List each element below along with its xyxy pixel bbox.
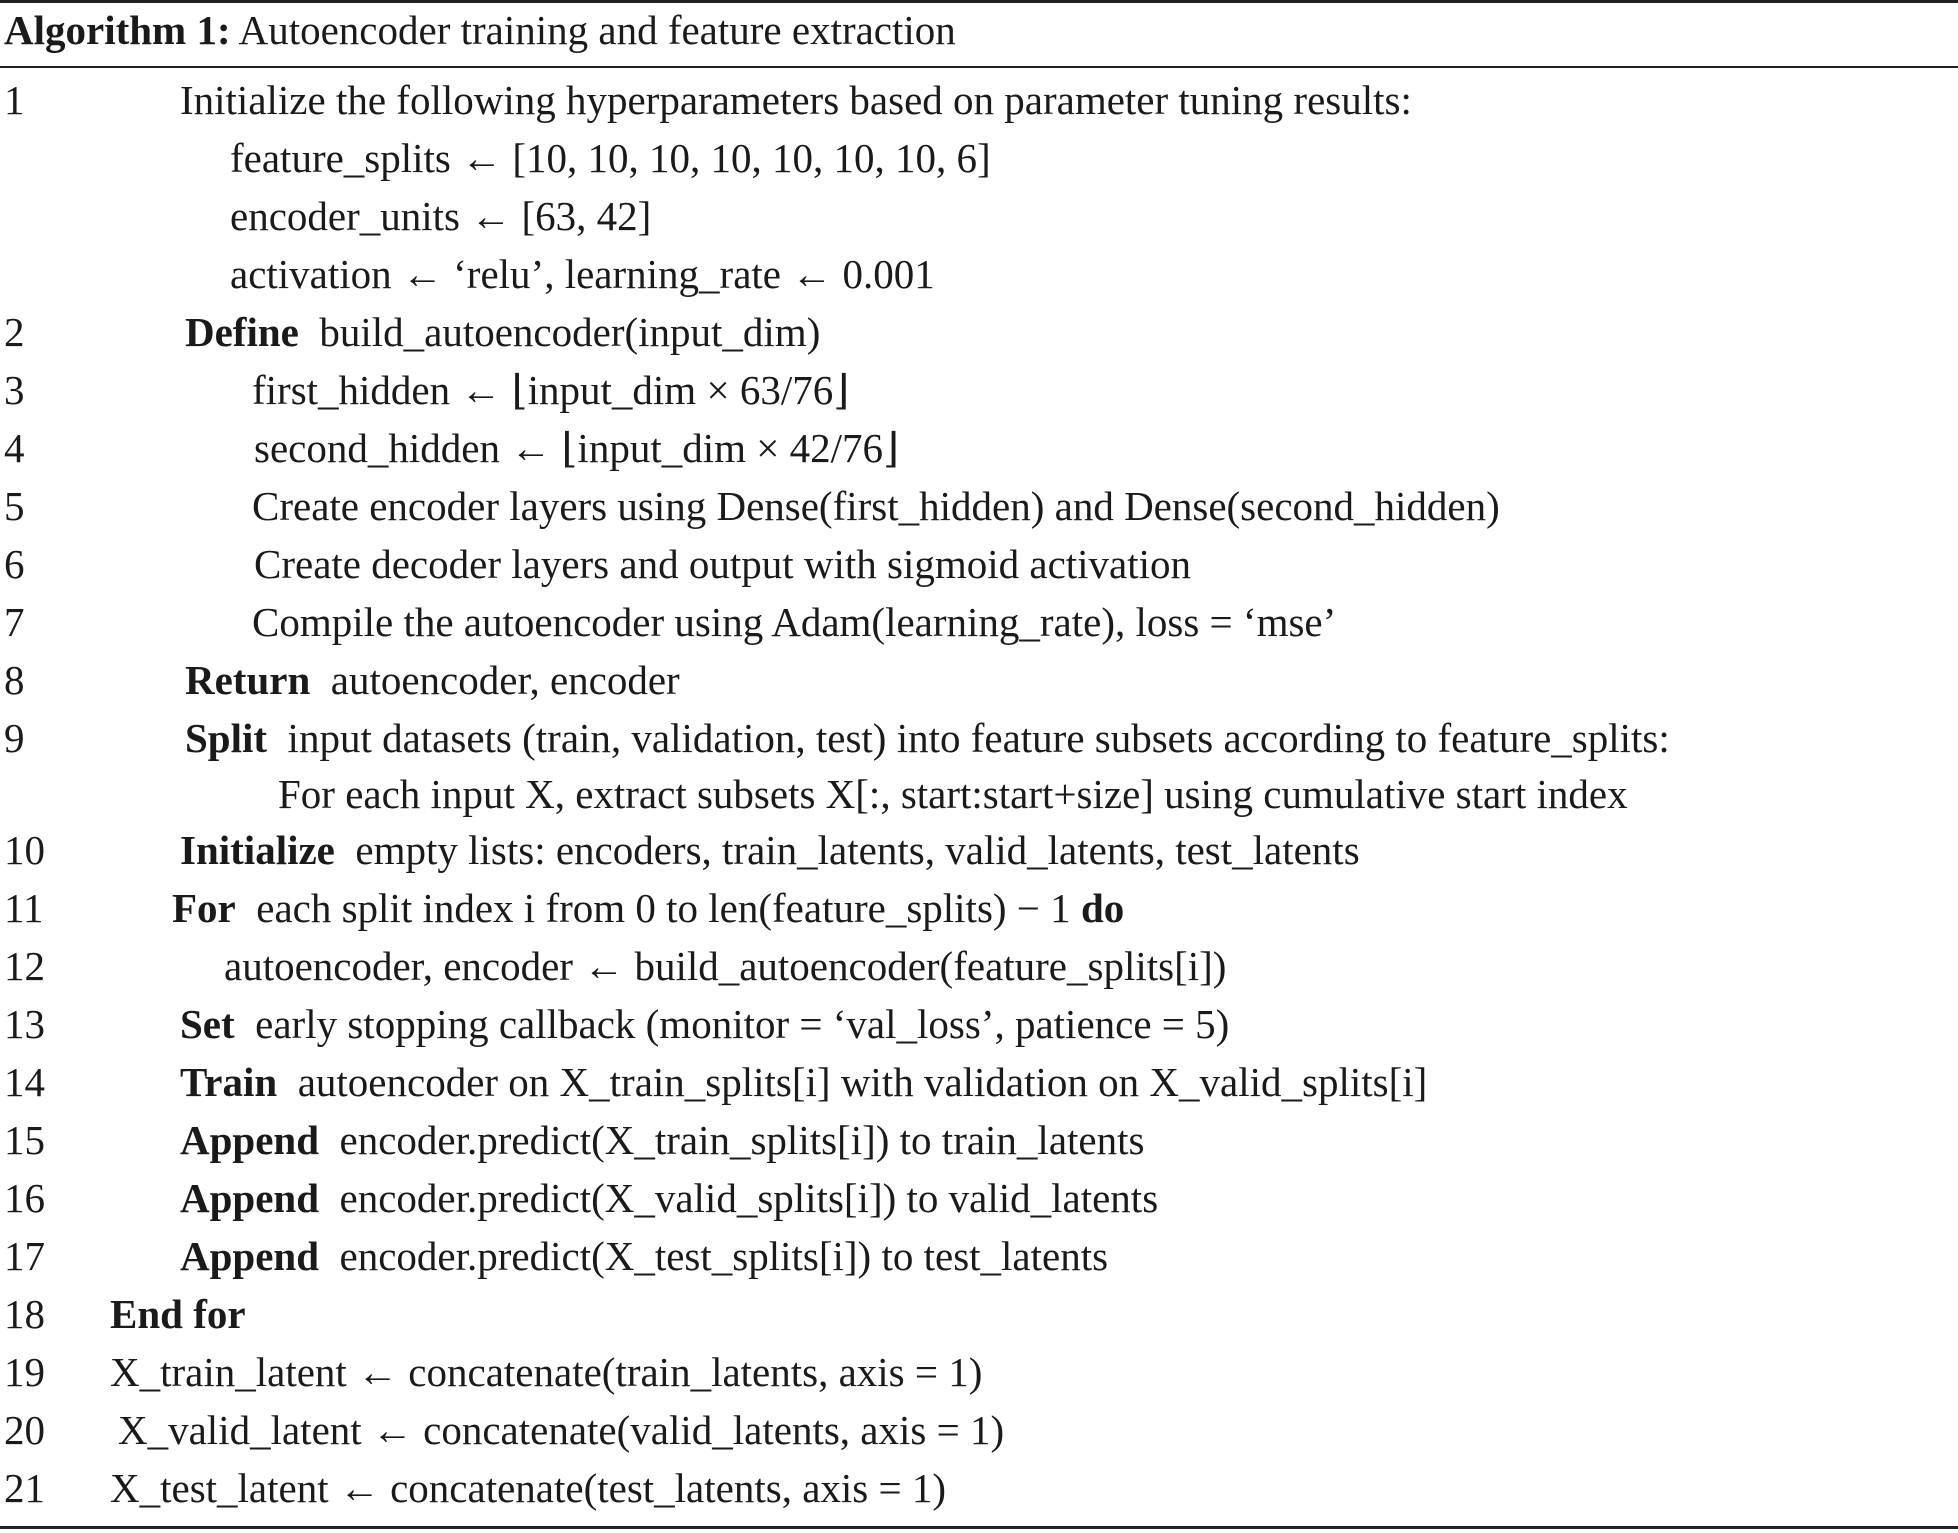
line-text: first_hidden ← ⌊input_dim × 63/76⌋ (252, 367, 850, 413)
keyword: Set (180, 1001, 235, 1047)
keyword: Initialize (180, 827, 335, 873)
line-content (172, 884, 1124, 932)
keyword-do: do (1080, 885, 1125, 931)
line-number: 3 (4, 367, 25, 413)
line-number: 5 (4, 483, 25, 529)
line-text: input datasets (train, validation, test) into feature subsets according to feature_splits: (287, 715, 1670, 761)
keyword: Split (185, 715, 268, 761)
line-text: second_hidden ← ⌊input_dim × 42/76⌋ (254, 425, 900, 471)
line-number: 21 (4, 1465, 45, 1511)
line-text: X_test_latent ← concatenate(test_latents, axis = 1) (110, 1465, 947, 1511)
algorithm-title: Autoencoder training and feature extraction (238, 7, 956, 53)
line-text: feature_splits ← [10, 10, 10, 10, 10, 10, 10, 6] (230, 135, 991, 181)
line-number: 13 (4, 1001, 45, 1047)
line-text: Create encoder layers using Dense(first_hidden) and Dense(second_hidden) (252, 483, 1500, 529)
line-content (180, 1232, 1108, 1280)
line-number: 16 (4, 1175, 45, 1221)
caption-rule (0, 66, 1958, 68)
keyword: End for (110, 1291, 246, 1337)
line-number: 8 (4, 657, 25, 703)
line-number: 7 (4, 599, 25, 645)
line-content (185, 656, 680, 704)
line-content (180, 1000, 1229, 1048)
line-number: 15 (4, 1117, 45, 1163)
line-text: Create decoder layers and output with sigmoid activation (254, 541, 1192, 587)
keyword: Define (185, 309, 299, 355)
line-number: 1 (4, 77, 25, 123)
line-content (180, 1116, 1144, 1164)
line-text: encoder.predict(X_train_splits[i]) to train_latents (339, 1117, 1145, 1163)
line-text: X_train_latent ← concatenate(train_latents, axis = 1) (110, 1349, 983, 1395)
line-text: encoder.predict(X_test_splits[i]) to test_latents (339, 1233, 1109, 1279)
line-text: empty lists: encoders, train_latents, valid_latents, test_latents (355, 827, 1360, 873)
line-text: each split index i from 0 to len(feature_splits) − 1 (256, 885, 1071, 931)
line-text: For each input X, extract subsets X[:, start:start+size] using cumulative start index (278, 771, 1628, 817)
algorithm-caption (4, 2, 956, 58)
algorithm-label: Algorithm 1: (4, 7, 231, 53)
line-number: 19 (4, 1349, 45, 1395)
line-content (185, 308, 820, 356)
line-number: 12 (4, 943, 45, 989)
keyword: Train (180, 1059, 278, 1105)
keyword: Append (180, 1117, 320, 1163)
line-number: 10 (4, 827, 45, 873)
line-number: 14 (4, 1059, 45, 1105)
line-text: encoder_units ← [63, 42] (230, 193, 652, 239)
bottom-rule (0, 1526, 1958, 1529)
line-content (180, 1174, 1158, 1222)
line-content (110, 1290, 246, 1338)
line-text: Compile the autoencoder using Adam(learning_rate), loss = ‘mse’ (252, 599, 1337, 645)
keyword: Return (185, 657, 311, 703)
line-text: build_autoencoder(input_dim) (319, 309, 821, 355)
line-text: encoder.predict(X_valid_splits[i]) to valid_latents (339, 1175, 1159, 1221)
line-number: 2 (4, 309, 25, 355)
line-text: autoencoder on X_train_splits[i] with validation on X_valid_splits[i] (297, 1059, 1428, 1105)
line-text: X_valid_latent ← concatenate(valid_latents, axis = 1) (118, 1407, 1005, 1453)
keyword: Append (180, 1175, 320, 1221)
line-content (185, 714, 1670, 762)
line-number: 4 (4, 425, 25, 471)
line-text: autoencoder, encoder ← build_autoencoder(feature_splits[i]) (224, 943, 1227, 989)
line-text: autoencoder, encoder (330, 657, 680, 703)
line-number: 18 (4, 1291, 45, 1337)
line-number: 17 (4, 1233, 45, 1279)
line-number: 9 (4, 715, 25, 761)
line-text: activation ← ‘relu’, learning_rate ← 0.001 (230, 251, 935, 297)
line-content (180, 826, 1360, 874)
line-number: 11 (4, 885, 44, 931)
line-number: 20 (4, 1407, 45, 1453)
line-text: early stopping callback (monitor = ‘val_loss’, patience = 5) (255, 1001, 1230, 1047)
line-number: 6 (4, 541, 25, 587)
line-content (180, 1058, 1427, 1106)
keyword: For (172, 885, 236, 931)
line-text: Initialize the following hyperparameters based on parameter tuning results: (180, 77, 1412, 123)
keyword: Append (180, 1233, 320, 1279)
